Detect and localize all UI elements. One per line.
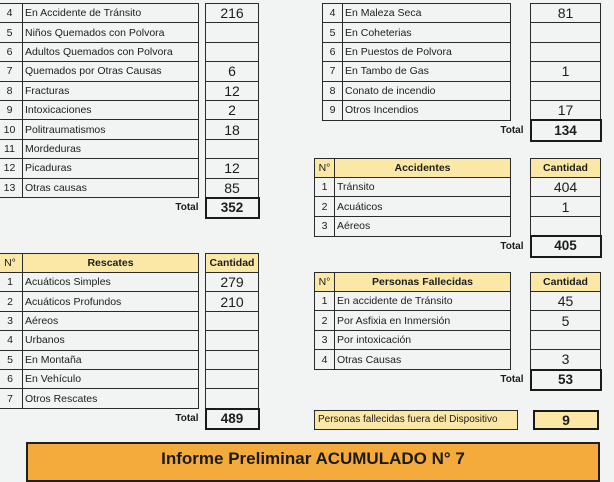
row-value [206,23,259,42]
row-value: 17 [531,100,601,120]
row-label: En Accidente de Tránsito [23,4,199,23]
table-row [0,178,259,198]
column-header-number: N° [0,254,23,273]
row-label: Picaduras [23,159,199,178]
row-number: 9 [0,100,23,119]
row-number: 13 [0,178,23,198]
column-header-quantity: Cantidad [531,273,601,292]
row-label: Otros Rescates [23,389,199,409]
total-label: Total [175,413,199,425]
fuera-dispositivo-label: Personas fallecidas fuera del Dispositivo [314,410,518,430]
row-number: 1 [315,178,335,197]
row-value [206,369,259,388]
row-label: Aéreos [23,311,199,330]
row-value: 45 [531,292,601,311]
row-label: Intoxicaciones [23,100,199,119]
table-row [0,369,259,388]
row-value: 404 [531,178,601,197]
table-row [0,62,259,81]
table-row [0,311,259,330]
row-value: 2 [206,100,259,119]
row-value [531,23,601,42]
row-value [531,216,601,236]
row-value [206,350,259,369]
table-row [323,100,601,120]
table-row [0,273,259,292]
total-row [315,370,601,390]
row-number: 4 [323,4,343,23]
row-number: 5 [0,350,23,369]
table-row [315,216,601,236]
row-number: 6 [0,42,23,61]
row-label: Mordeduras [23,139,199,158]
row-label: En Montaña [23,350,199,369]
row-number: 8 [0,81,23,100]
row-label: Tránsito [335,178,511,197]
table-row [315,311,601,330]
row-value: 216 [206,4,259,23]
fuera-dispositivo-value: 9 [533,410,599,430]
column-header-number: N° [315,159,335,178]
table-row [315,330,601,349]
table-row [323,62,601,81]
table-row [0,81,259,100]
row-number: 3 [0,311,23,330]
column-header-quantity: Cantidad [531,159,601,178]
row-value: 5 [531,311,601,330]
table-row [0,120,259,139]
row-value [206,311,259,330]
table-row [0,4,259,23]
row-value: 1 [531,197,601,216]
table-row [0,350,259,369]
row-label: Niños Quemados con Polvora [23,23,199,42]
row-number: 4 [0,4,23,23]
table-row [0,100,259,119]
total-value: 134 [531,120,601,140]
row-number: 6 [0,369,23,388]
emergencias-table [0,3,260,219]
row-label: En Tambo de Gas [343,62,511,81]
row-number: 10 [0,120,23,139]
fallecidas-fuera-dispositivo [314,410,600,430]
column-header-title: Rescates [23,254,199,273]
row-label: Otras Causas [335,350,511,370]
table-row [323,81,601,100]
row-value: 81 [531,4,601,23]
row-label: Adultos Quemados con Polvora [23,42,199,61]
row-label: Acuáticos Simples [23,273,199,292]
row-label: En accidente de Tránsito [335,292,511,311]
row-value [206,389,259,409]
row-number: 5 [0,23,23,42]
table-row [0,139,259,158]
total-row [0,198,259,218]
fallecidas-table [314,272,602,391]
column-header-quantity: Cantidad [206,254,259,273]
report-title-banner: Informe Preliminar ACUMULADO N° 7 [26,442,600,482]
row-label: Aéreos [335,216,511,236]
row-value: 1 [531,62,601,81]
row-value: 85 [206,178,259,198]
table-row [315,292,601,311]
total-row [0,409,259,429]
row-number: 1 [0,273,23,292]
row-value: 18 [206,120,259,139]
row-label: Por Asfixia en Inmersión [335,311,511,330]
row-label: En Coheterias [343,23,511,42]
row-number: 5 [323,23,343,42]
row-label: Acuáticos Profundos [23,292,199,311]
row-number: 8 [323,81,343,100]
table-row [0,331,259,350]
total-value: 352 [206,198,259,218]
row-label: Politraumatismos [23,120,199,139]
row-number: 2 [315,197,335,216]
total-value: 489 [206,409,259,429]
row-value [206,331,259,350]
total-row [323,120,601,140]
row-number: 12 [0,159,23,178]
row-label: En Maleza Seca [343,4,511,23]
column-header-title: Accidentes [335,159,511,178]
table-row [0,23,259,42]
row-number: 3 [315,216,335,236]
row-value: 210 [206,292,259,311]
row-number: 2 [0,292,23,311]
row-value [206,139,259,158]
row-number: 4 [315,350,335,370]
row-value: 279 [206,273,259,292]
row-value [531,42,601,61]
row-value [531,81,601,100]
table-header [315,159,601,178]
row-label: Quemados por Otras Causas [23,62,199,81]
total-value: 53 [531,370,601,390]
row-number: 3 [315,330,335,349]
row-label: En Puestos de Polvora [343,42,511,61]
incendios-table [322,3,602,142]
row-number: 6 [323,42,343,61]
table-header [315,273,601,292]
table-row [315,178,601,197]
row-number: 2 [315,311,335,330]
row-value: 6 [206,62,259,81]
row-label: Por intoxicación [335,330,511,349]
row-value: 12 [206,159,259,178]
table-row [0,159,259,178]
row-value [531,330,601,349]
total-label: Total [500,240,524,252]
accidentes-table [314,158,602,258]
row-value: 3 [531,350,601,370]
row-label: Urbanos [23,331,199,350]
row-value: 12 [206,81,259,100]
total-value: 405 [531,236,601,256]
row-value [206,42,259,61]
total-row [315,236,601,256]
column-header-number: N° [315,273,335,292]
row-number: 9 [323,100,343,120]
row-number: 11 [0,139,23,158]
table-row [0,292,259,311]
row-number: 7 [323,62,343,81]
row-label: Otros Incendios [343,100,511,120]
rescates-table [0,253,260,430]
table-row [323,23,601,42]
column-header-title: Personas Fallecidas [335,273,511,292]
row-number: 7 [0,62,23,81]
table-row [323,4,601,23]
table-header [0,254,259,273]
total-label: Total [175,202,199,214]
table-row [315,350,601,370]
table-row [323,42,601,61]
table-row [0,42,259,61]
row-number: 7 [0,389,23,409]
row-label: Fracturas [23,81,199,100]
table-row [0,389,259,409]
total-label: Total [500,374,524,385]
total-label: Total [500,124,524,136]
row-number: 1 [315,292,335,311]
row-label: Otras causas [23,178,199,198]
row-label: En Vehículo [23,369,199,388]
row-label: Conato de incendio [343,81,511,100]
table-row [315,197,601,216]
row-number: 4 [0,331,23,350]
row-label: Acuáticos [335,197,511,216]
